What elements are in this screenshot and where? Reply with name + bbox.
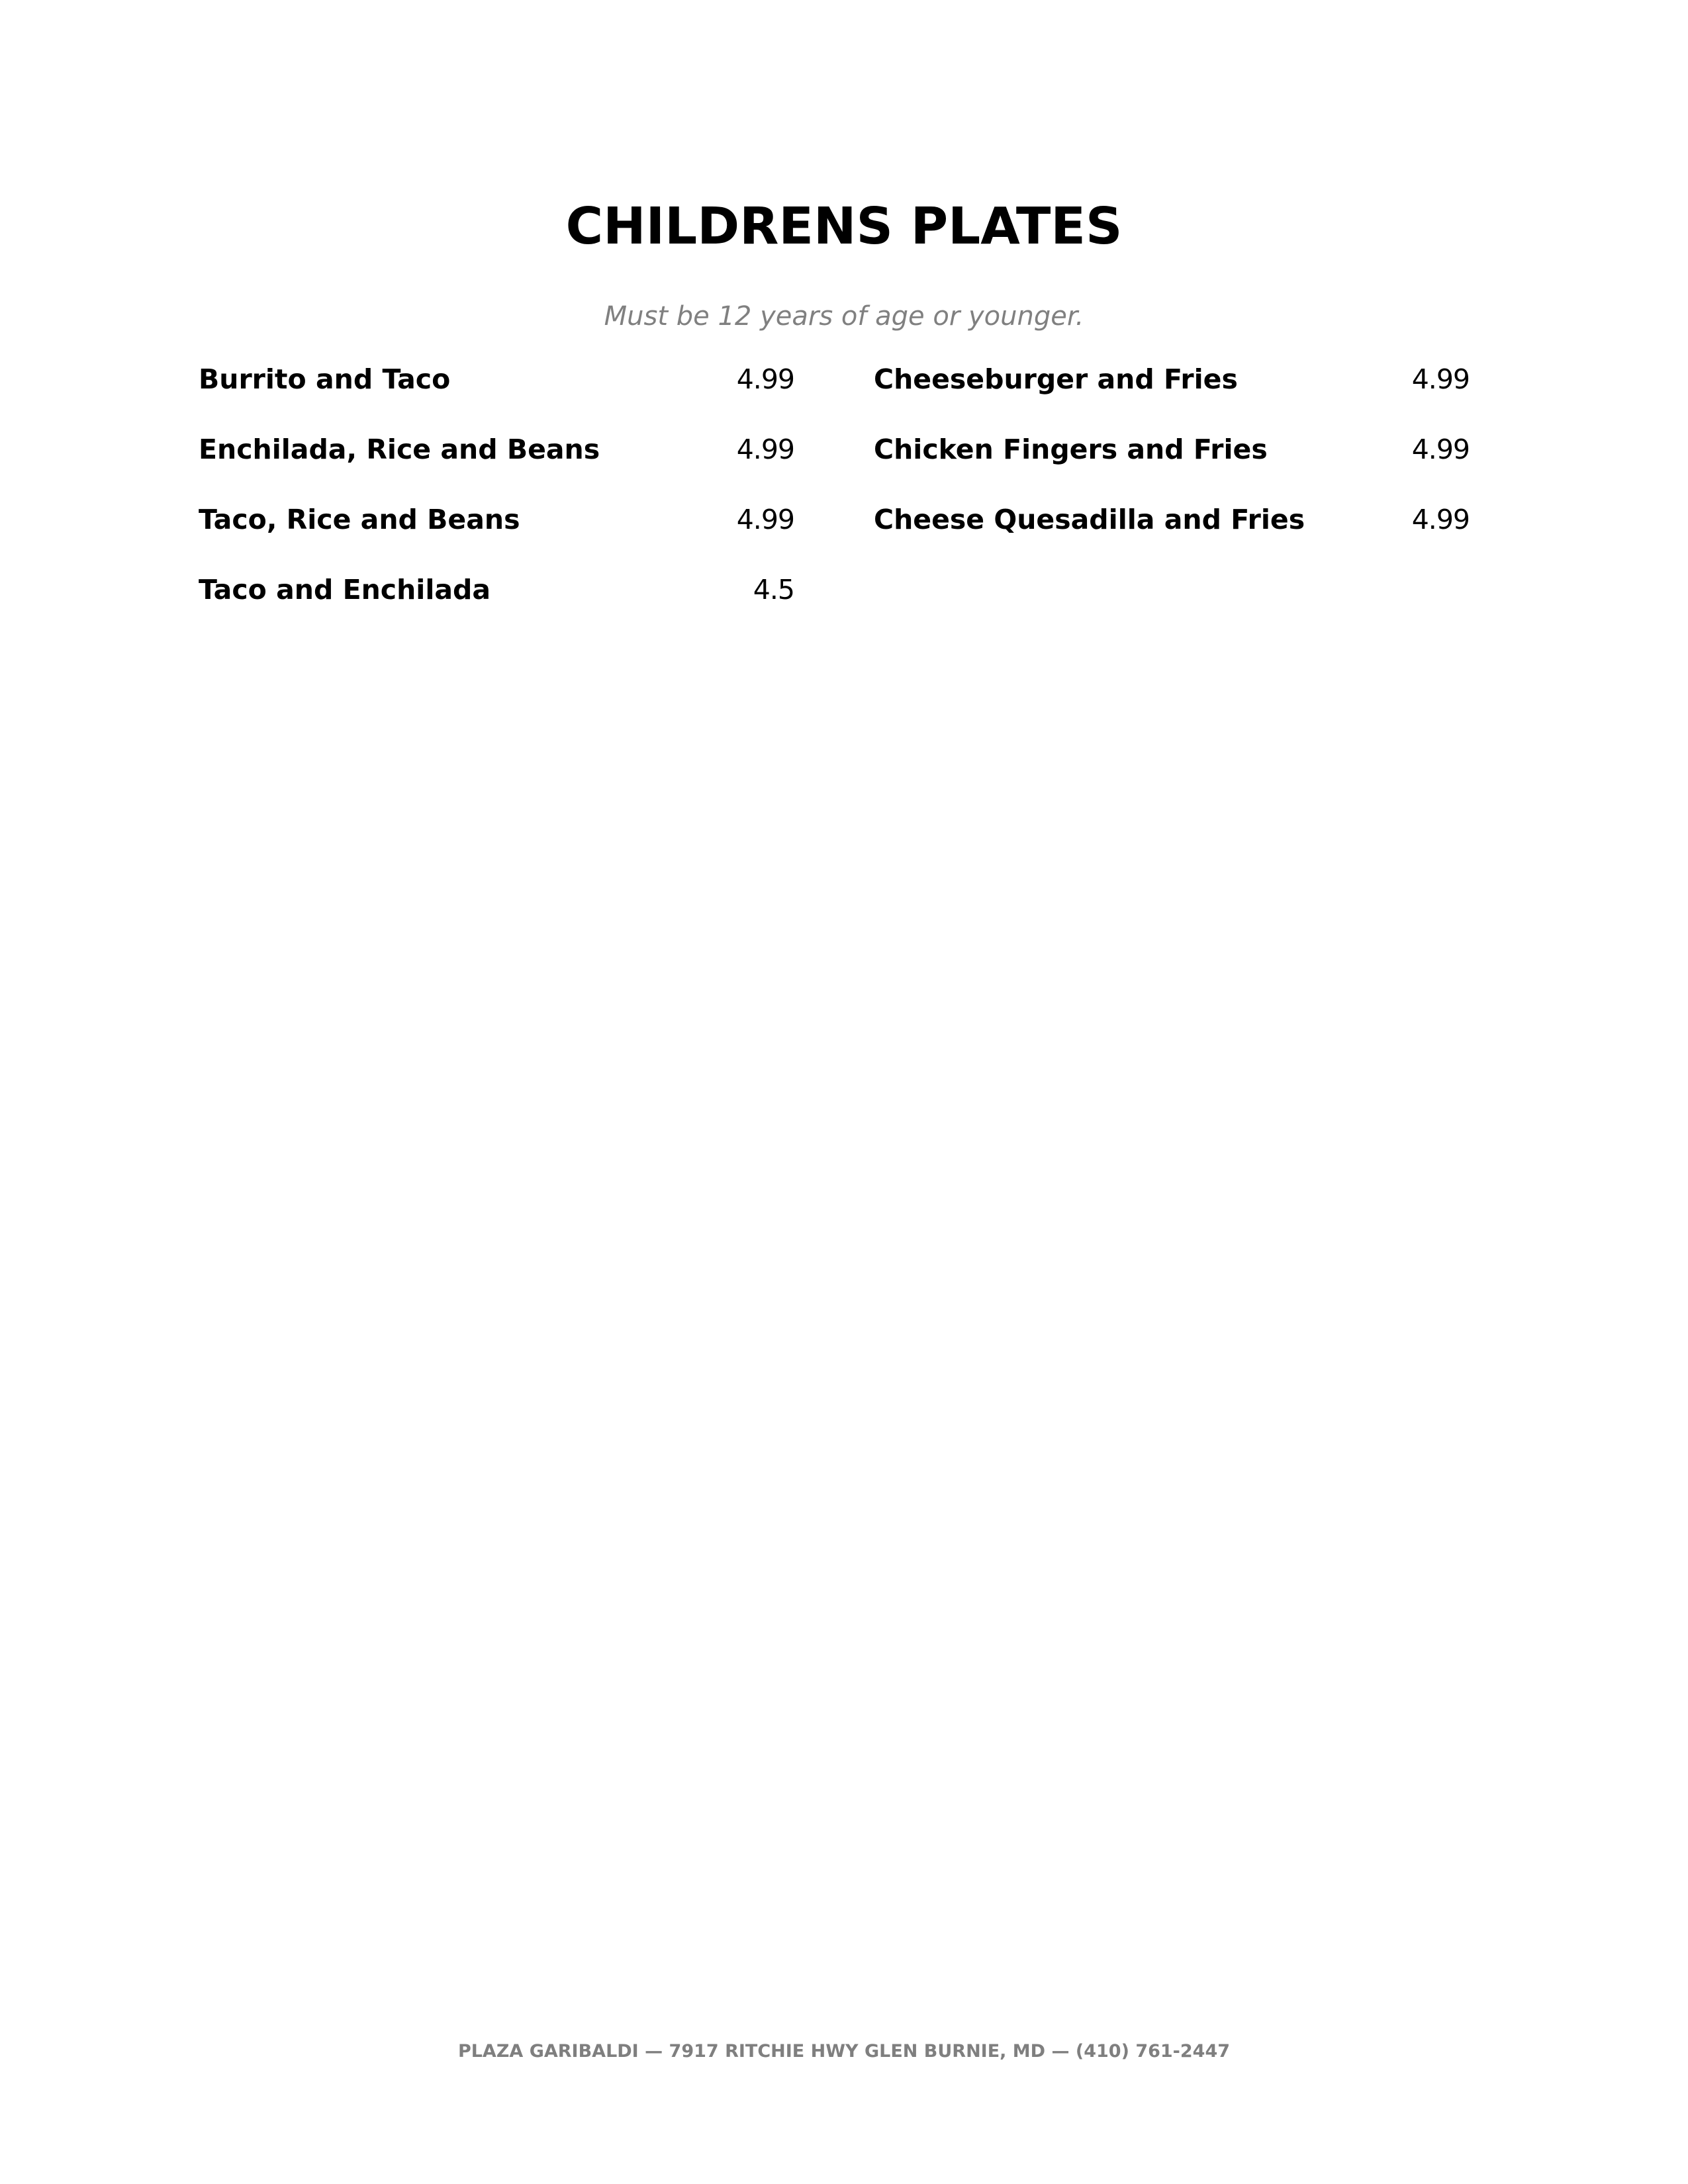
menu-item-name: Burrito and Taco [199, 363, 451, 395]
menu-item-price: 4.99 [736, 504, 794, 535]
menu-item-name: Enchilada, Rice and Beans [199, 433, 600, 465]
menu-item-price: 4.5 [753, 574, 794, 606]
restaurant-footer: PLAZA GARIBALDI — 7917 RITCHIE HWY GLEN BURNIE, MD — (410) 761-2447 [457, 2041, 1231, 2062]
menu-item-name: Chicken Fingers and Fries [874, 433, 1268, 465]
menu-item-name: Taco, Rice and Beans [199, 504, 520, 535]
menu-item-name: Taco and Enchilada [199, 574, 491, 606]
menu-item-price: 4.99 [1411, 433, 1470, 465]
page-title: CHILDRENS PLATES [565, 197, 1123, 256]
menu-item-name: Cheeseburger and Fries [874, 363, 1238, 395]
menu-item [199, 568, 794, 638]
menu-item [199, 357, 794, 428]
menu-item [199, 428, 794, 498]
menu-item [874, 498, 1470, 568]
menu-column-right [874, 357, 1470, 568]
menu-item [874, 428, 1470, 498]
menu-item-price: 4.99 [1411, 504, 1470, 535]
menu-item-price: 4.99 [736, 363, 794, 395]
menu-item-price: 4.99 [1411, 363, 1470, 395]
menu-item-name: Cheese Quesadilla and Fries [874, 504, 1305, 535]
menu-item-price: 4.99 [736, 433, 794, 465]
menu-column-left [199, 357, 794, 638]
menu-item [874, 357, 1470, 428]
menu-item [199, 498, 794, 568]
age-requirement-note: Must be 12 years of age or younger. [604, 301, 1084, 332]
